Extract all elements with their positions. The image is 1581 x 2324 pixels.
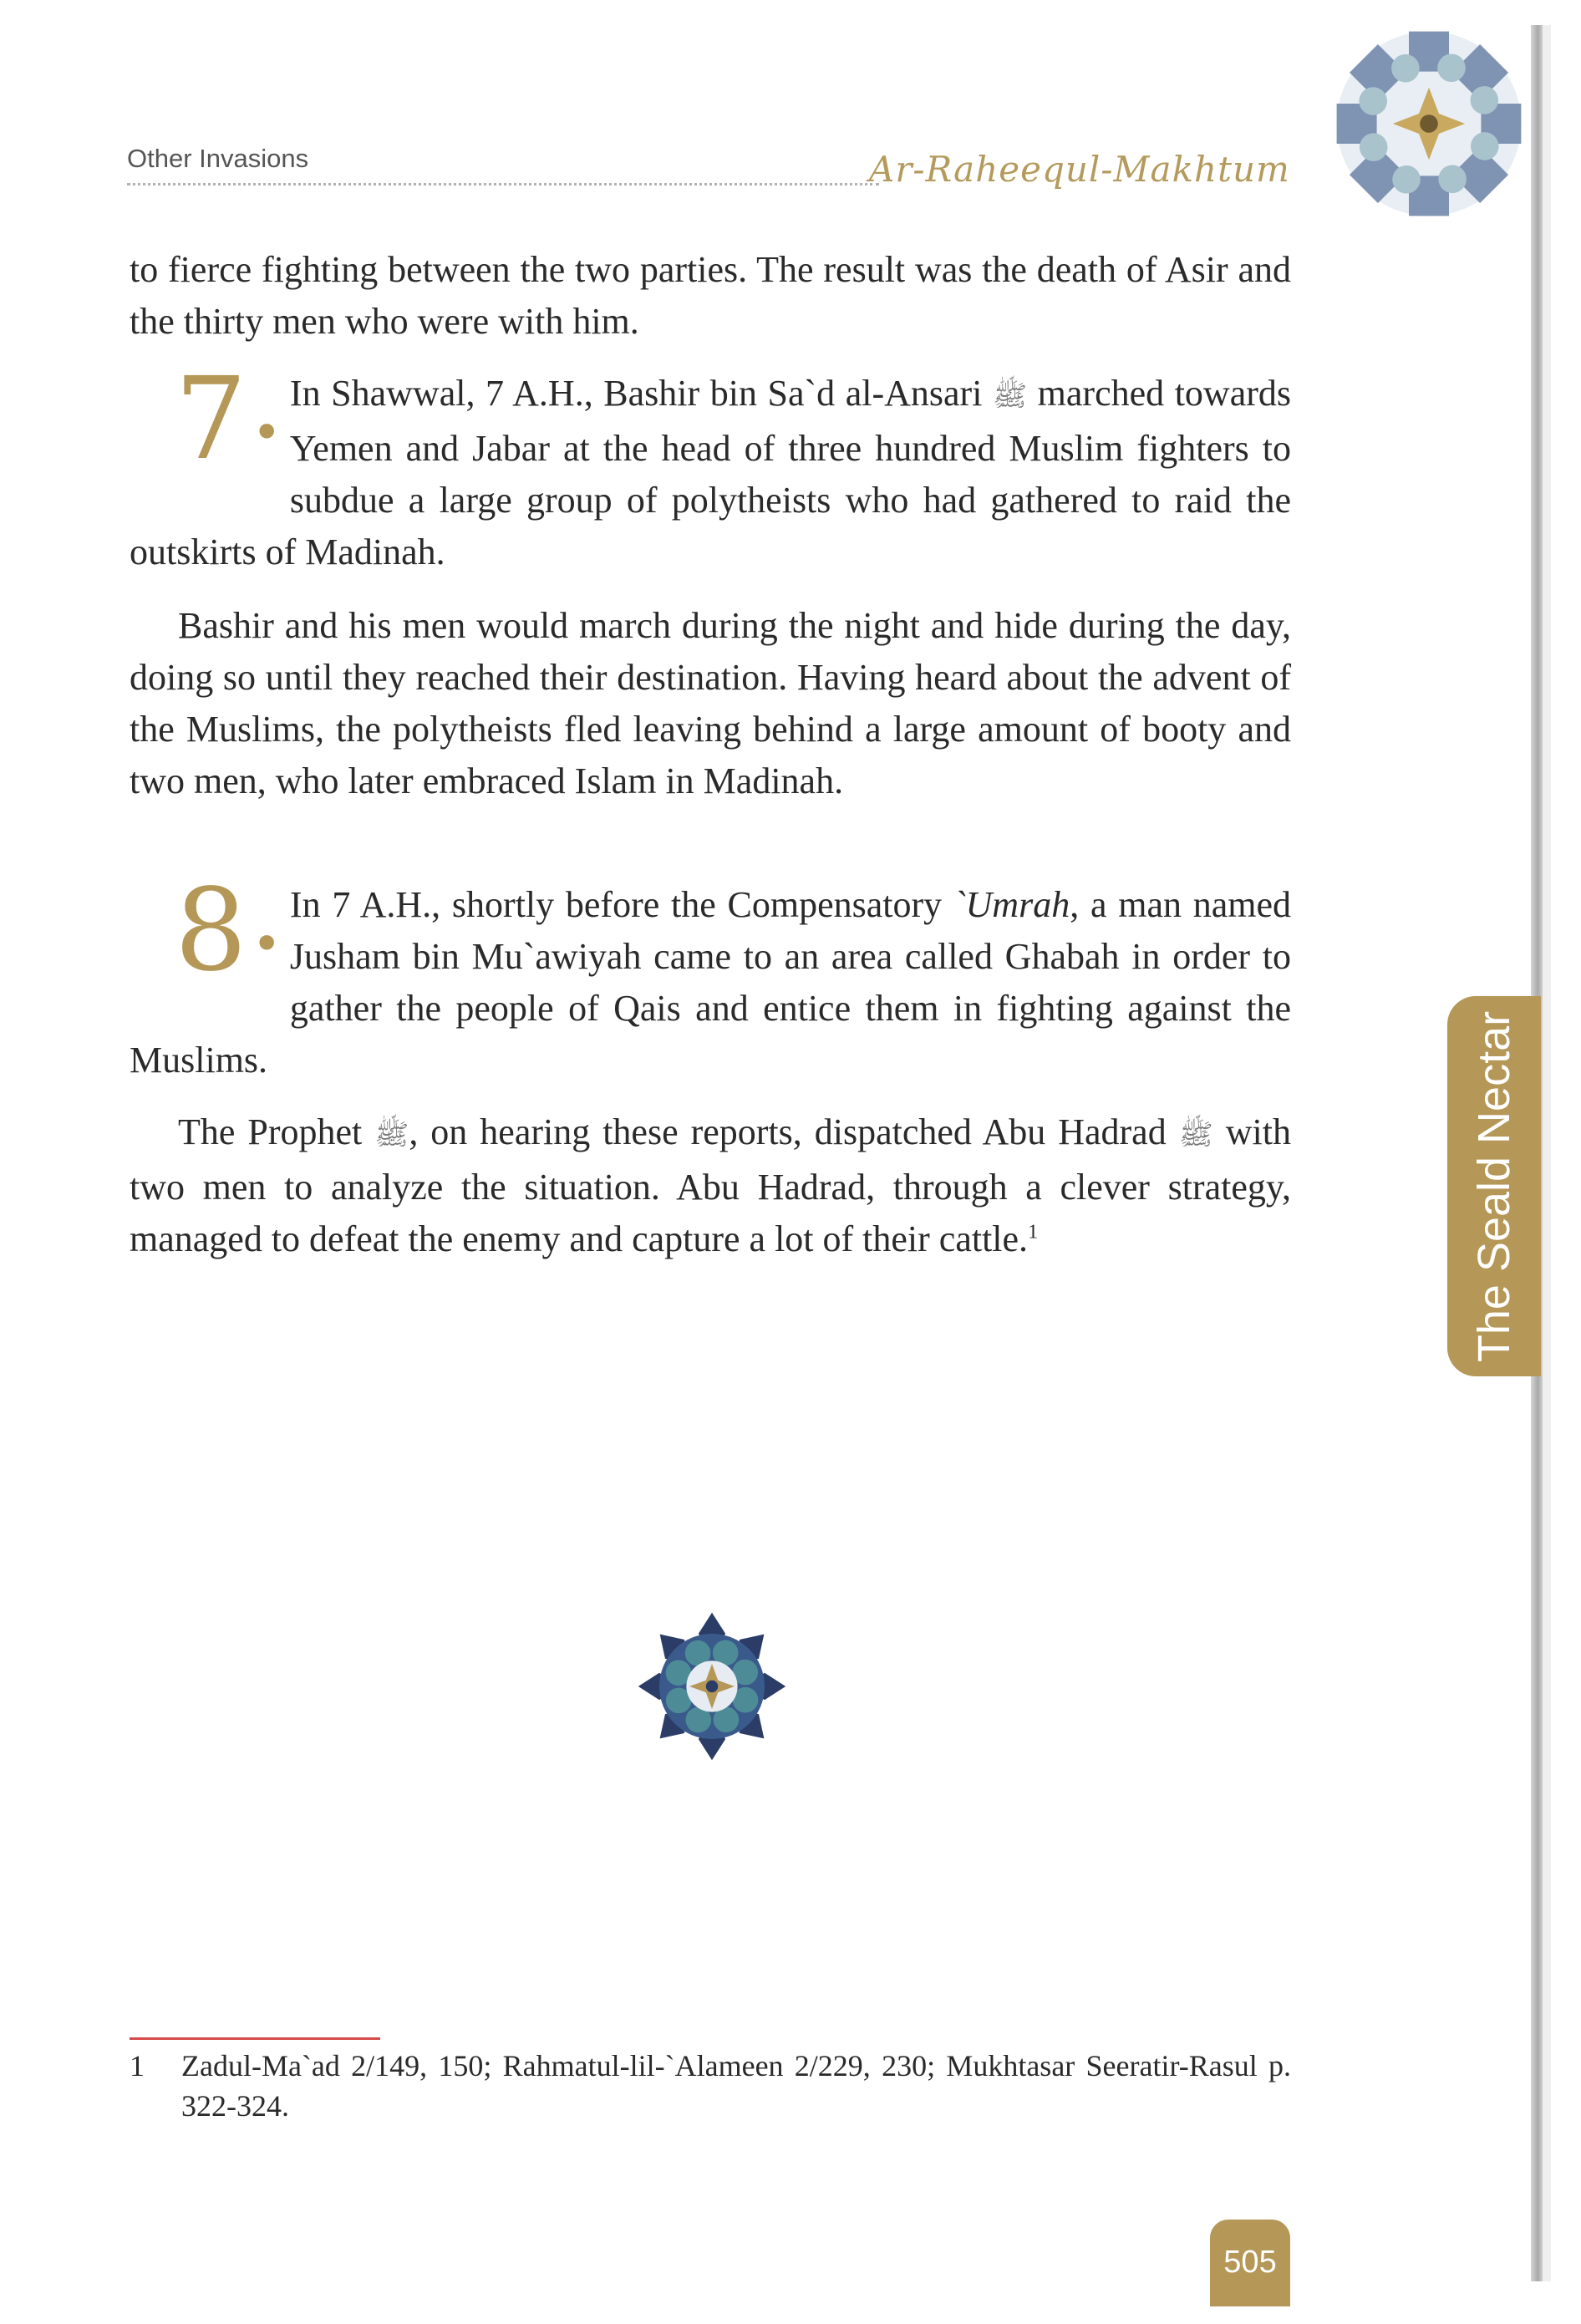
page-number: 505 [1223,2245,1277,2280]
italic-term: `Umrah [953,884,1070,925]
paragraph: Bashir and his men would march during the night and hide during the day, doing so until they reached their destination. Having heard about the advent of the Muslims, the polytheists fled leaving behind a large amount of booty and two men, who later embraced Islam in Madinah. [130,605,1291,801]
honorific-glyph: ﷺ [1178,1120,1213,1151]
header-divider [127,183,879,186]
side-tab-label: The Seald Nectar [1469,1010,1519,1363]
page-number-badge [1210,2220,1290,2306]
numbered-item-7: 7 • In Shawwal, 7 A.H., Bashir bin Sa`d al-Ansari ﷺ marched towards Yemen and Jabar at the head of three hundred Muslim fighters to subdue a large group of polytheists who had gathered to raid the outskirts of Madinah. [130,353,1292,572]
rosette-icon [1329,23,1529,224]
footnote-reference[interactable]: 1 [1028,1221,1039,1243]
rosette-icon [637,1611,787,1762]
running-head: Other Invasions [127,144,309,173]
honorific-glyph: ﷺ [374,1120,409,1151]
footnote-text: Zadul-Ma`ad 2/149, 150; Rahmatul-lil-`Alameen 2/229, 230; Mukhtasar Seeratir-Rasul p. 322-324. [181,2049,1291,2123]
item-number-7: 7 • [175,353,282,486]
paragraph: The Prophet ﷺ, on hearing these reports, dispatched Abu Hadrad ﷺ with two men to analyze the situation. Abu Hadrad, through a clever strategy, managed to defeat the enemy and capture a lot of their cattle.$^1$ [130,1111,1291,1259]
paragraph-continuation: to fierce fighting between the two parties. The result was the death of Asir and the thirty men who were with him. [130,249,1291,342]
book-title-calligraphy: Ar-Raheequl-Makhtum [869,149,1290,190]
page-edge [1543,25,1551,2281]
numbered-item-8: 8 • In 7 A.H., shortly before the Compensatory `Umrah, a man named Jusham bin Mu`awiyah came to an area called Ghabah in order to gather the people of Qais and entice them in fighting against the Muslims. [130,865,1291,1081]
footnote-number: 1 [130,2049,145,2082]
honorific-glyph: ﷺ [993,381,1028,412]
item-number-8: 8 • [175,865,282,997]
footnote-divider [130,2037,380,2040]
